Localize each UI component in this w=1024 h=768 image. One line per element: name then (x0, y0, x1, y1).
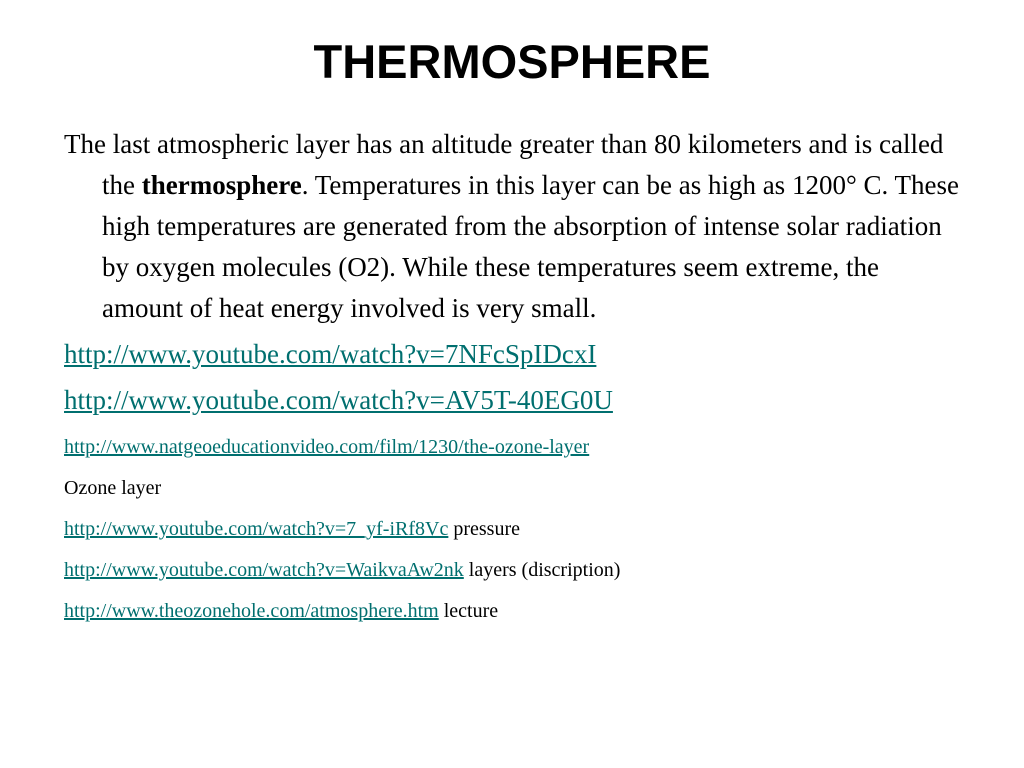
natgeo-link[interactable]: http://www.natgeoeducationvideo.com/film/1230/the-ozone-layer (64, 436, 590, 458)
pressure-line (64, 514, 964, 544)
slide-body (64, 124, 964, 626)
layers-line (64, 555, 964, 585)
paragraph-text-after: . Temperatures in this layer can be as high as 1200° C. These high temperatures are generated from the absorption of intense solar radiation by oxygen molecules (O2). While these temperatures seem extreme, the amount of heat energy involved is very small. (102, 170, 959, 323)
layers-video-link[interactable]: http://www.youtube.com/watch?v=WaikvaAw2nk (64, 559, 464, 581)
lecture-label: lecture (438, 600, 499, 622)
ozone-layer-label: Ozone layer (64, 477, 162, 499)
youtube-link-2[interactable]: http://www.youtube.com/watch?v=AV5T-40EG0U (64, 385, 613, 415)
link-line-1 (64, 334, 964, 375)
ozone-label-line (64, 473, 964, 503)
pressure-label: pressure (448, 518, 520, 540)
layers-label: layers (discription) (463, 559, 621, 581)
link-line-2 (64, 380, 964, 421)
slide-title: THERMOSPHERE (313, 35, 711, 88)
paragraph-text-before: The last atmospheric layer has an altitude greater than 80 kilometers and is called the (64, 129, 944, 200)
lecture-line (64, 596, 964, 626)
lecture-link[interactable]: http://www.theozonehole.com/atmosphere.htm (64, 600, 439, 622)
paragraph-bold-term: thermosphere (141, 170, 302, 200)
thermosphere-paragraph (64, 124, 964, 329)
natgeo-line (64, 432, 964, 462)
youtube-link-1[interactable]: http://www.youtube.com/watch?v=7NFcSpIDcxI (64, 339, 597, 369)
pressure-video-link[interactable]: http://www.youtube.com/watch?v=7_yf-iRf8Vc (64, 518, 449, 540)
